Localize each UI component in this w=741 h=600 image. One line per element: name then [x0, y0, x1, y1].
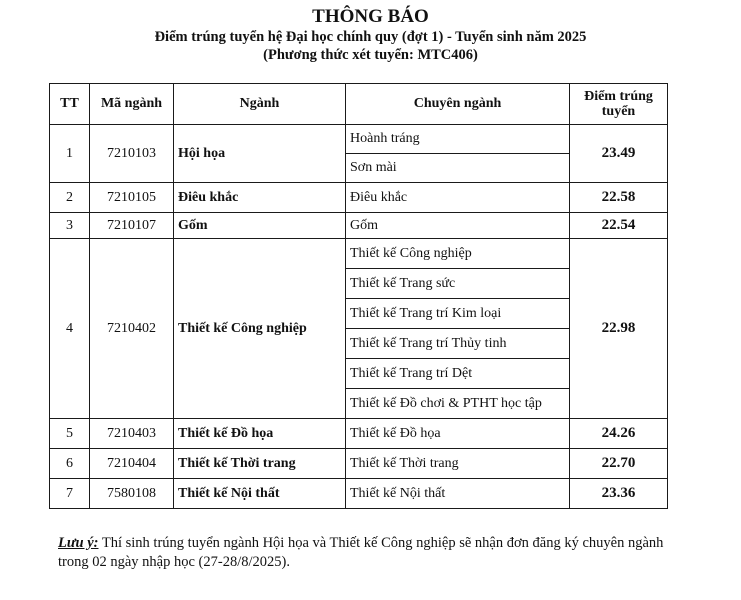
row-number: 2 — [50, 183, 90, 213]
specialization: Sơn mài — [346, 154, 570, 183]
table-row — [50, 449, 668, 479]
major-name: Thiết kế Nội thất — [174, 479, 346, 509]
specialization: Thiết kế Đồ họa — [346, 419, 570, 449]
table-row — [50, 125, 668, 154]
row-number: 3 — [50, 213, 90, 239]
major-code: 7210403 — [90, 419, 174, 449]
major-code: 7210402 — [90, 239, 174, 419]
major-name: Thiết kế Công nghiệp — [174, 239, 346, 419]
notice-subtitle: Điểm trúng tuyển hệ Đại học chính quy (đợt 1) - Tuyển sinh năm 2025 — [154, 29, 587, 45]
major-name: Gốm — [174, 213, 346, 239]
specialization: Thiết kế Đồ chơi & PTHT học tập — [346, 389, 570, 419]
major-code: 7210105 — [90, 183, 174, 213]
cutoff-score: 22.58 — [570, 183, 668, 213]
major-code: 7210103 — [90, 125, 174, 183]
major-name: Thiết kế Thời trang — [174, 449, 346, 479]
header-score: Điểm trúng tuyển — [570, 84, 668, 125]
specialization: Thiết kế Nội thất — [346, 479, 570, 509]
cutoff-score: 22.98 — [570, 239, 668, 419]
note-label: Lưu ý: — [58, 535, 99, 551]
admission-method: (Phương thức xét tuyển: MTC406) — [263, 47, 478, 63]
major-code: 7210404 — [90, 449, 174, 479]
table-row — [50, 183, 668, 213]
major-name: Hội họa — [174, 125, 346, 183]
row-number: 1 — [50, 125, 90, 183]
specialization: Hoành tráng — [346, 125, 570, 154]
specialization: Thiết kế Trang trí Kim loại — [346, 299, 570, 329]
specialization: Thiết kế Thời trang — [346, 449, 570, 479]
cutoff-score: 23.36 — [570, 479, 668, 509]
row-number: 4 — [50, 239, 90, 419]
admission-scores-table — [49, 83, 668, 509]
major-code: 7210107 — [90, 213, 174, 239]
header-tt: TT — [50, 84, 90, 125]
cutoff-score: 23.49 — [570, 125, 668, 183]
note-text: Thí sinh trúng tuyển ngành Hội họa và Thiết kế Công nghiệp sẽ nhận đơn đăng ký chuyên ngành trong 02 ngày nhập học (27-28/8/2025). — [58, 535, 664, 570]
specialization: Gốm — [346, 213, 570, 239]
major-name: Thiết kế Đồ họa — [174, 419, 346, 449]
specialization: Điêu khắc — [346, 183, 570, 213]
row-number: 6 — [50, 449, 90, 479]
cutoff-score: 22.54 — [570, 213, 668, 239]
major-code: 7580108 — [90, 479, 174, 509]
table-header-row — [50, 84, 668, 125]
note-paragraph — [58, 534, 688, 572]
table-row — [50, 213, 668, 239]
specialization: Thiết kế Trang trí Dệt — [346, 359, 570, 389]
major-name: Điêu khắc — [174, 183, 346, 213]
header-major: Ngành — [174, 84, 346, 125]
cutoff-score: 22.70 — [570, 449, 668, 479]
specialization: Thiết kế Trang trí Thủy tinh — [346, 329, 570, 359]
table-row — [50, 479, 668, 509]
table-row — [50, 239, 668, 269]
row-number: 5 — [50, 419, 90, 449]
specialization: Thiết kế Công nghiệp — [346, 239, 570, 269]
header-code: Mã ngành — [90, 84, 174, 125]
cutoff-score: 24.26 — [570, 419, 668, 449]
table-row — [50, 419, 668, 449]
specialization: Thiết kế Trang sức — [346, 269, 570, 299]
header-specialization: Chuyên ngành — [346, 84, 570, 125]
row-number: 7 — [50, 479, 90, 509]
notice-title: THÔNG BÁO — [312, 6, 429, 27]
